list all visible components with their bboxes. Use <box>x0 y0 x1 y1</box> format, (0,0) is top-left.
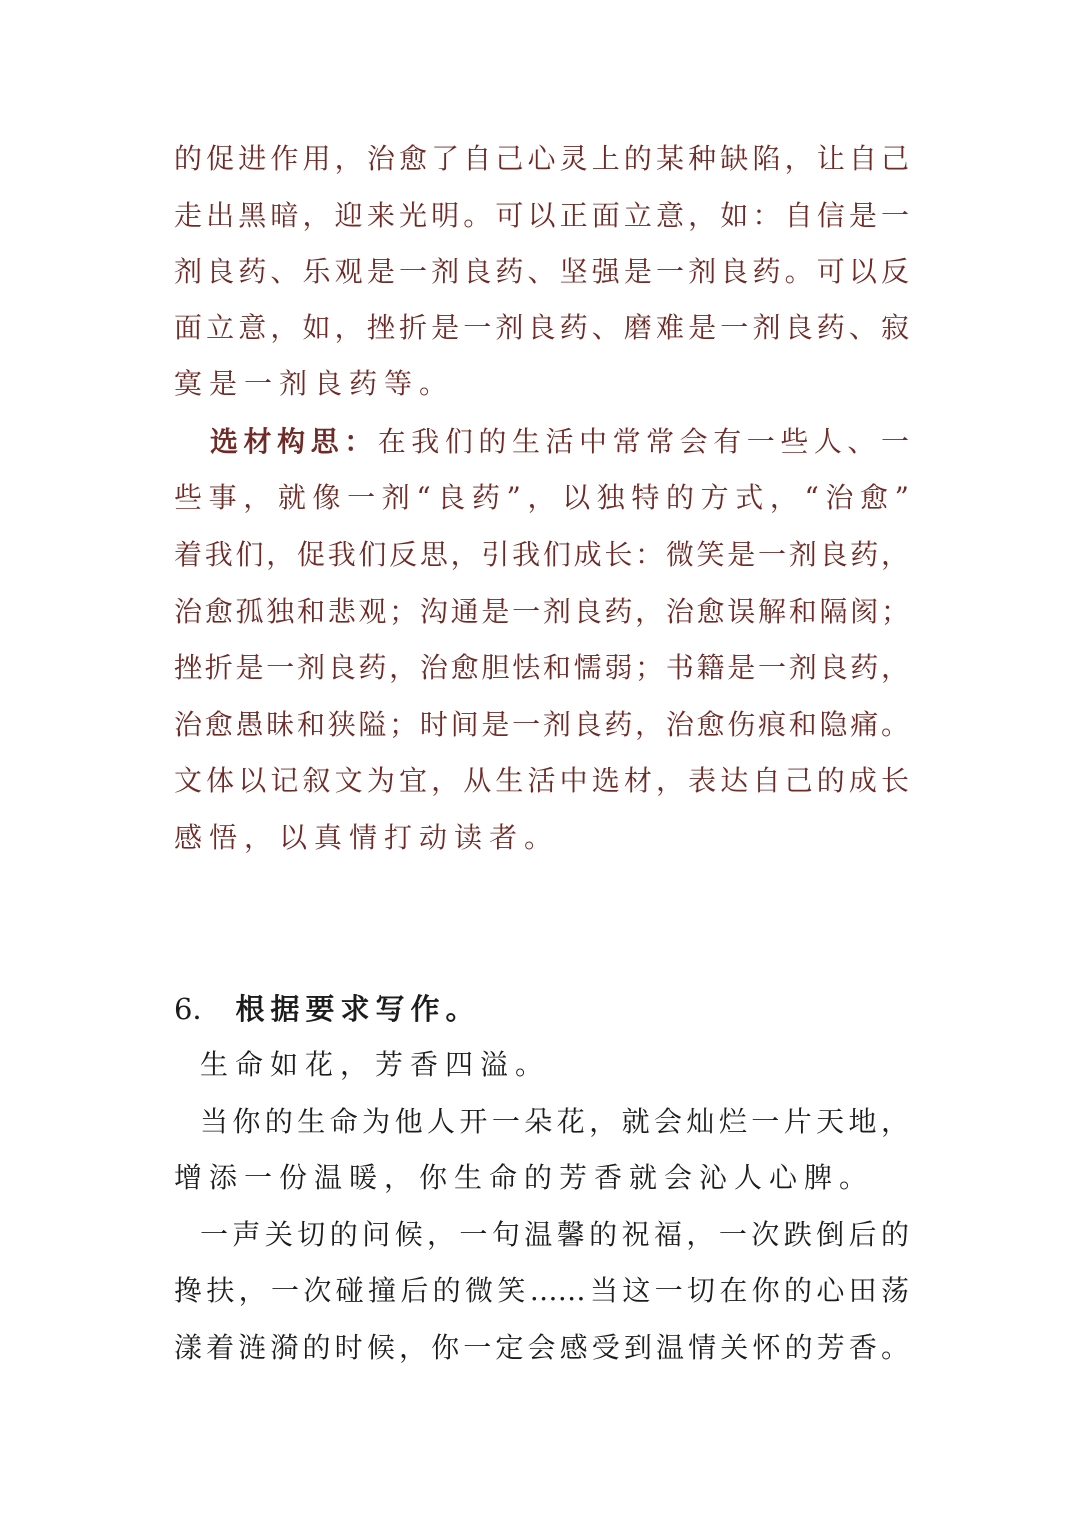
commentary-line-5: 寞是一剂良药等。 <box>174 367 455 400</box>
concept-line-4: 治愈孤独和悲观；沟通是一剂良药，治愈误解和隔阂； <box>174 595 909 628</box>
question-number: 6． <box>174 992 222 1026</box>
concept-line-6: 治愈愚昧和狭隘；时间是一剂良药，治愈伤痕和隐痛。 <box>174 708 909 741</box>
prompt-para-3-line-1: 一声关切的问候，一句温馨的祝福，一次跌倒后的 <box>200 1218 909 1251</box>
prompt-para-2-line-1: 当你的生命为他人开一朵花，就会灿烂一片天地， <box>200 1105 909 1138</box>
commentary-line-1: 的促进作用，治愈了自己心灵上的某种缺陷，让自己 <box>174 142 909 175</box>
commentary-line-2: 走出黑暗，迎来光明。可以正面立意，如：自信是一 <box>174 199 909 232</box>
commentary-line-3: 剂良药、乐观是一剂良药、坚强是一剂良药。可以反 <box>174 255 909 288</box>
concept-line-8: 感悟，以真情打动读者。 <box>174 821 560 854</box>
commentary-line-4: 面立意，如，挫折是一剂良药、磨难是一剂良药、寂 <box>174 311 909 344</box>
question-6-heading <box>174 990 480 1028</box>
concept-label: 选材构思： <box>210 425 378 458</box>
concept-line-7: 文体以记叙文为宜，从生活中选材，表达自己的成长 <box>174 764 909 797</box>
question-title: 根据要求写作。 <box>235 992 481 1026</box>
concept-first-text: 在我们的生活中常常会有一些人、一 <box>377 425 909 458</box>
prompt-para-2-line-2: 增添一份温暖，你生命的芳香就会沁人心脾。 <box>174 1161 875 1194</box>
prompt-para-3-line-3: 漾着涟漪的时候，你一定会感受到温情关怀的芳香。 <box>174 1331 909 1364</box>
concept-line-5: 挫折是一剂良药，治愈胆怯和懦弱；书籍是一剂良药， <box>174 651 909 684</box>
concept-line-3: 着我们，促我们反思，引我们成长：微笑是一剂良药， <box>174 538 909 571</box>
prompt-para-3-line-2: 搀扶，一次碰撞后的微笑……当这一切在你的心田荡 <box>174 1274 909 1307</box>
concept-first-line <box>210 424 909 460</box>
concept-line-2: 些事，就像一剂“良药”，以独特的方式，“治愈” <box>174 481 909 514</box>
prompt-para-1: 生命如花，芳香四溢。 <box>200 1048 551 1081</box>
